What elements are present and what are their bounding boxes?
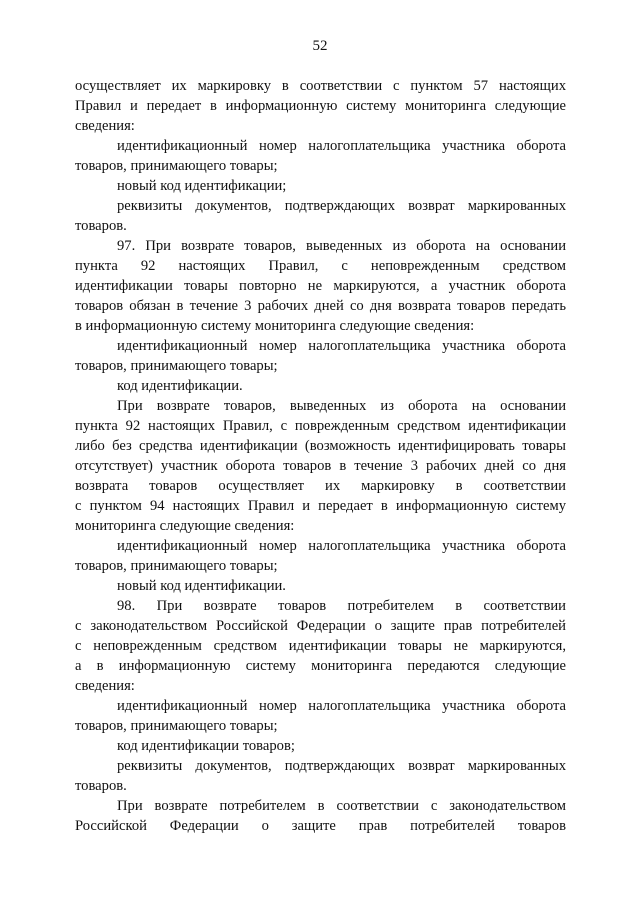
text-line: отсутствует) участник оборота товаров в течение 3 рабочих дней со дня — [75, 458, 566, 474]
text-line: с неповрежденным средством идентификации товары не маркируются, — [75, 638, 566, 654]
text-line: идентификационный номер налогоплательщика участника оборота — [117, 338, 566, 354]
text-line: товаров, принимающего товары; — [75, 158, 278, 174]
text-line: Российской Федерации о защите прав потребителей товаров — [75, 818, 566, 834]
text-line: либо без средства идентификации (возможность идентифицировать товары — [75, 438, 566, 454]
text-line: новый код идентификации; — [117, 178, 287, 194]
text-line: При возврате товаров, выведенных из оборота на основании — [117, 398, 566, 414]
text-line: товаров. — [75, 778, 127, 794]
text-line: сведения: — [75, 118, 135, 134]
text-line: в информационную систему мониторинга следующие сведения: — [75, 318, 475, 334]
text-line: реквизиты документов, подтверждающих возврат маркированных — [117, 758, 566, 774]
text-line: При возврате потребителем в соответствии с законодательством — [117, 798, 566, 814]
text-line: с пунктом 94 настоящих Правил и передает в информационную систему — [75, 498, 566, 514]
text-line: товаров. — [75, 218, 127, 234]
text-line: идентификационный номер налогоплательщика участника оборота — [117, 698, 566, 714]
text-line: товаров, принимающего товары; — [75, 358, 278, 374]
text-line: товаров, принимающего товары; — [75, 558, 278, 574]
text-line: с законодательством Российской Федерации о защите прав потребителей — [75, 618, 566, 634]
document-body — [75, 76, 566, 836]
text-line: новый код идентификации. — [117, 578, 286, 594]
text-line: реквизиты документов, подтверждающих возврат маркированных — [117, 198, 566, 214]
text-line: товаров, принимающего товары; — [75, 718, 278, 734]
text-line: осуществляет их маркировку в соответствии с пунктом 57 настоящих — [75, 78, 566, 94]
text-line: возврата товаров осуществляет их маркировку в соответствии — [75, 478, 566, 494]
text-line: сведения: — [75, 678, 135, 694]
paragraph-97-start: 97. При возврате товаров, выведенных из оборота на основании — [117, 238, 566, 254]
text-line: идентификационный номер налогоплательщика участника оборота — [117, 538, 566, 554]
text-line: идентификационный номер налогоплательщика участника оборота — [117, 138, 566, 154]
text-line: мониторинга следующие сведения: — [75, 518, 295, 534]
paragraph-98-start: 98. При возврате товаров потребителем в соответствии — [117, 598, 566, 614]
text-line: а в информационную систему мониторинга передаются следующие — [75, 658, 566, 674]
text-line: пункта 92 настоящих Правил, с поврежденным средством идентификации — [75, 418, 566, 434]
text-line: код идентификации. — [117, 378, 243, 394]
text-line: пункта 92 настоящих Правил, с неповрежденным средством — [75, 258, 566, 274]
text-line: Правил и передает в информационную систему мониторинга следующие — [75, 98, 566, 114]
page-number: 52 — [312, 38, 328, 54]
text-line: код идентификации товаров; — [117, 738, 295, 754]
text-line: товаров обязан в течение 3 рабочих дней со дня возврата товаров передать — [75, 298, 566, 314]
text-line: идентификации товары повторно не маркируются, а участник оборота — [75, 278, 566, 294]
